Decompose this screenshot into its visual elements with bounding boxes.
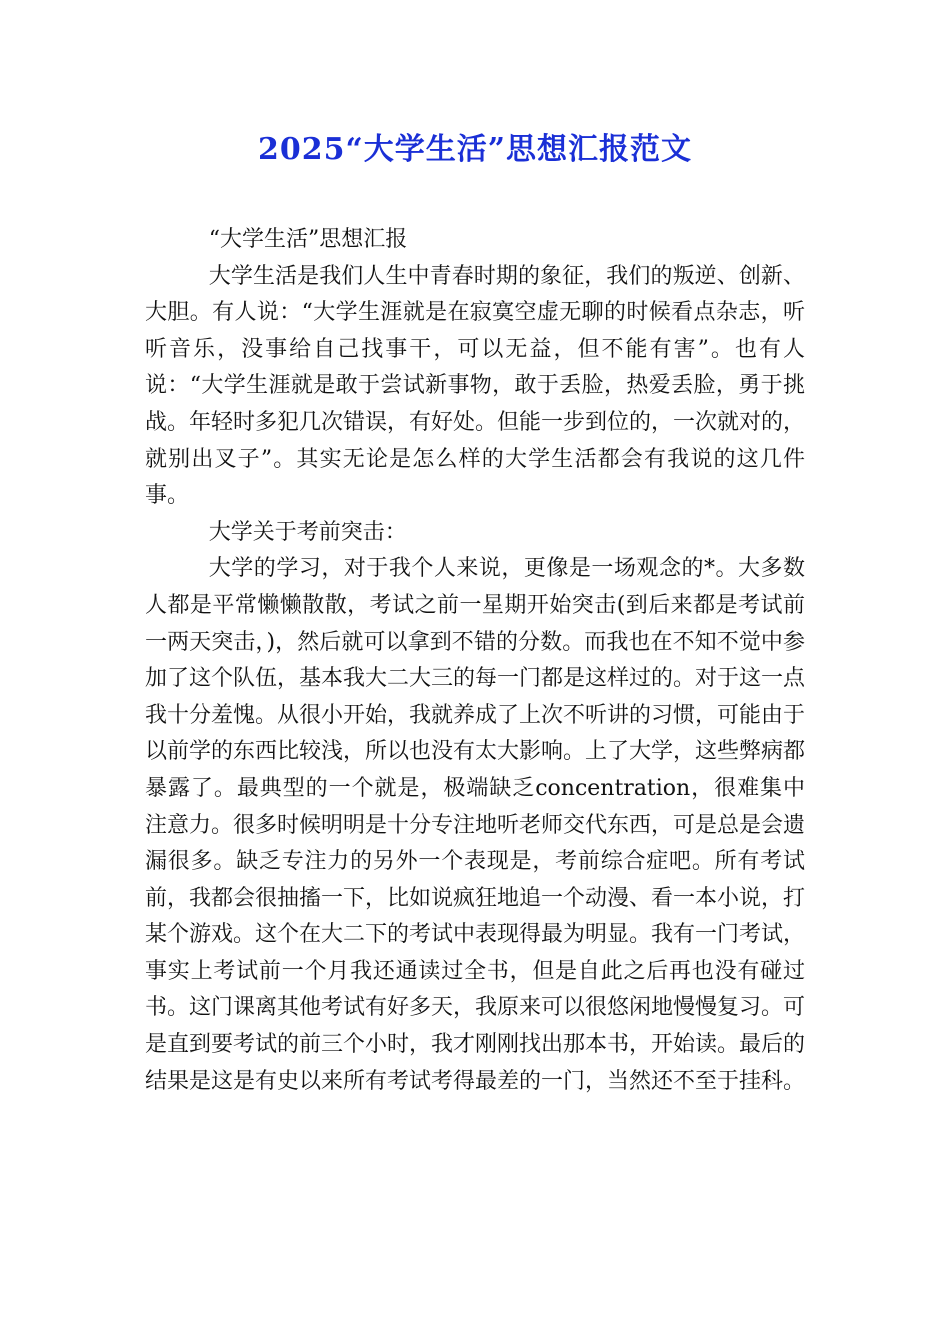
subsection-heading: 大学关于考前突击： xyxy=(208,519,407,545)
document-title: 2025“大学生活”思想汇报范文 xyxy=(257,132,692,167)
study-paragraph: 大学的学习，对于我个人来说，更像是一场观念的*。大多数人都是平常懒懒散散，考试之前一星期开始突击(到后来都是考试前一两天突击，)，然后就可以拿到不错的分数。而我也在不知不觉中参加了这个队伍，基本我大二大三的每一门都是这样过的。对于这一点我十分羞愧。从很小开始，我就养成了上次不听讲的习惯，可能由于以前学的东西比较浅，所以也没有太大影响。上了大学，这些弊病都暴露了。最典型的一个就是，极端缺乏concentration，很难集中注意力。很多时候明明是十分专注地听老师交代东西，可是总是会遗漏很多。缺乏专注力的另外一个表现是，考前综合症吧。所有考试前，我都会很抽搐一下，比如说疯狂地追一个动漫、看一本小说，打某个游戏。这个在大二下的考试中表现得最为明显。我有一门考试，事实上考试前一个月我还通读过全书，但是自此之后再也没有碰过书。这门课离其他考试有好多天，我原来可以很悠闲地慢慢复习。可是直到要考试的前三个小时，我才刚刚找出那本书，开始读。最后的结果是这是有史以来所有考试考得最差的一门，当然还不至于挂科。 xyxy=(145,556,806,1094)
section-heading: “大学生活”思想汇报 xyxy=(208,227,408,252)
intro-paragraph: 大学生活是我们人生中青春时期的象征，我们的叛逆、创新、大胆。有人说：“大学生涯就是在寂寞空虚无聊的时候看点杂志，听听音乐，没事给自己找事干，可以无益，但不能有害”。也有人说：“大学生涯就是敢于尝试新事物，敢于丢脸，热爱丢脸，勇于挑战。年轻时多犯几次错误，有好处。但能一步到位的，一次就对的，就别出叉子”。其实无论是怎么样的大学生活都会有我说的这几件事。 xyxy=(145,263,806,509)
document-body xyxy=(145,222,805,1100)
